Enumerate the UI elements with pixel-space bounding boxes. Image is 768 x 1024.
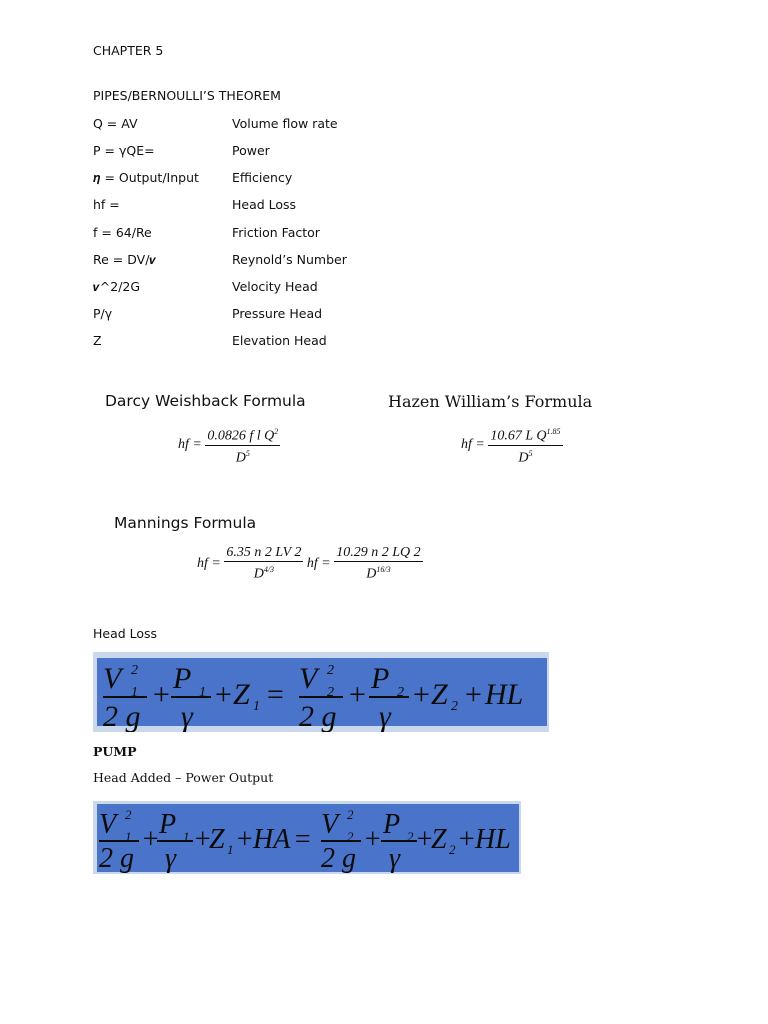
formula-reynolds: Re = DV/𝒗 — [93, 252, 157, 267]
mannings-title: Mannings Formula — [114, 514, 257, 532]
svg-text:2 g: 2 g — [321, 843, 356, 874]
svg-text:V: V — [321, 809, 339, 840]
chapter-heading: CHAPTER 5 — [93, 43, 164, 58]
mannings-denominator-2: D — [366, 566, 377, 582]
svg-text:2: 2 — [347, 829, 354, 844]
meaning-reynolds-number: Reynold’s Number — [232, 252, 347, 267]
mannings-equation — [197, 545, 423, 583]
formula-q: Q = AV — [93, 116, 138, 131]
darcy-fraction — [205, 424, 280, 466]
svg-text:2: 2 — [449, 842, 456, 857]
svg-text:V: V — [99, 809, 117, 840]
svg-text:P: P — [383, 809, 401, 840]
formula-pressure-head: P/γ — [93, 306, 113, 321]
svg-text:V: V — [299, 662, 318, 695]
svg-text:1: 1 — [253, 699, 260, 714]
mannings-fraction-1 — [224, 545, 303, 583]
bernoulli-equation-image — [93, 652, 549, 732]
meaning-elevation-head: Elevation Head — [232, 333, 327, 348]
svg-text:+: + — [213, 678, 234, 711]
svg-text:Z: Z — [431, 678, 448, 711]
svg-text:2: 2 — [347, 807, 354, 822]
svg-text:+: + — [463, 678, 484, 711]
meaning-velocity-head: Velocity Head — [232, 279, 318, 294]
darcy-lhs: hf = — [178, 437, 202, 453]
hazen-denominator: D — [518, 450, 529, 466]
svg-text:1: 1 — [199, 685, 206, 700]
mannings-fraction-2 — [334, 545, 422, 583]
hazen-fraction — [488, 424, 562, 466]
formula-power: P = γQE= — [93, 143, 155, 158]
darcy-equation — [178, 424, 280, 466]
mannings-denominator-1: D — [253, 566, 264, 582]
svg-text:+: + — [235, 824, 254, 855]
svg-text:γ: γ — [181, 700, 193, 732]
svg-text:V: V — [103, 662, 122, 695]
hazen-numerator-exp: 1.85 — [546, 427, 561, 436]
mannings-lhs-1: hf = — [197, 555, 221, 571]
meaning-power: Power — [232, 143, 270, 158]
svg-text:γ: γ — [389, 843, 401, 874]
svg-text:HL: HL — [475, 824, 511, 855]
svg-text:Z: Z — [431, 824, 447, 855]
hazen-equation — [461, 424, 563, 466]
svg-text:2: 2 — [125, 807, 132, 822]
svg-text:Z: Z — [209, 824, 225, 855]
svg-text:=: = — [265, 678, 286, 711]
darcy-denominator: D — [235, 450, 246, 466]
svg-text:2 g: 2 g — [299, 700, 337, 732]
meaning-head-loss: Head Loss — [232, 197, 297, 212]
svg-text:1: 1 — [227, 842, 234, 857]
mannings-lhs-2: hf = — [306, 555, 331, 571]
head-added-label: Head Added – Power Output — [93, 770, 274, 785]
meaning-pressure-head: Pressure Head — [232, 306, 323, 321]
svg-text:+: + — [193, 824, 212, 855]
mannings-denominator-2-exp: 16/3 — [376, 565, 391, 574]
meaning-friction-factor: Friction Factor — [232, 225, 320, 240]
meaning-efficiency: Efficiency — [232, 170, 293, 185]
formula-efficiency: 𝜼 = Output/Input — [93, 170, 199, 185]
hazen-denominator-exp: 5 — [528, 448, 533, 458]
svg-text:+: + — [347, 678, 368, 711]
formula-head-loss: hf = — [93, 197, 120, 212]
svg-text:+: + — [411, 678, 432, 711]
pump-label: PUMP — [93, 744, 137, 759]
svg-text:1: 1 — [131, 685, 138, 700]
hazen-title: Hazen William’s Formula — [388, 392, 593, 411]
mannings-denominator-1-exp: 4/3 — [263, 565, 275, 574]
svg-text:Z: Z — [233, 678, 250, 711]
svg-text:2: 2 — [327, 663, 334, 678]
svg-text:2: 2 — [407, 829, 414, 844]
svg-text:2: 2 — [327, 685, 334, 700]
darcy-numerator-exp: 2 — [274, 427, 279, 436]
formula-friction: f = 64/Re — [93, 225, 152, 240]
svg-text:γ: γ — [379, 700, 391, 732]
svg-text:HL: HL — [485, 678, 524, 711]
darcy-numerator: 0.0826 f l Q — [207, 428, 275, 444]
svg-text:HA: HA — [253, 824, 291, 855]
mannings-numerator-2: 10.29 n 2 LQ 2 — [336, 545, 421, 560]
svg-text:γ: γ — [165, 843, 177, 874]
svg-text:=: = — [293, 824, 312, 855]
darcy-denominator-exp: 5 — [245, 448, 250, 458]
head-loss-label: Head Loss — [93, 626, 158, 641]
hazen-numerator: 10.67 L Q — [490, 428, 547, 444]
svg-text:2: 2 — [451, 699, 458, 714]
hazen-lhs: hf = — [461, 437, 485, 453]
formula-elevation-head: Z — [93, 333, 102, 348]
svg-text:2: 2 — [397, 685, 404, 700]
svg-text:2 g: 2 g — [103, 700, 141, 732]
svg-text:+: + — [457, 824, 476, 855]
svg-text:+: + — [363, 824, 382, 855]
svg-text:+: + — [151, 678, 172, 711]
svg-text:+: + — [415, 824, 434, 855]
svg-text:1: 1 — [183, 829, 190, 844]
meaning-volume-flow-rate: Volume flow rate — [232, 116, 338, 131]
pump-equation-image — [93, 801, 521, 874]
section-title: PIPES/BERNOULLI’S THEOREM — [93, 88, 281, 103]
darcy-title: Darcy Weishback Formula — [105, 392, 306, 410]
svg-text:P: P — [173, 662, 192, 695]
svg-text:P: P — [159, 809, 177, 840]
svg-text:+: + — [141, 824, 160, 855]
svg-text:2 g: 2 g — [99, 843, 134, 874]
mannings-numerator-1: 6.35 n 2 LV 2 — [226, 545, 302, 560]
svg-text:1: 1 — [125, 829, 132, 844]
svg-text:2: 2 — [131, 663, 138, 678]
svg-text:P: P — [371, 662, 390, 695]
formula-velocity-head: 𝒗^2/2G — [93, 279, 141, 294]
